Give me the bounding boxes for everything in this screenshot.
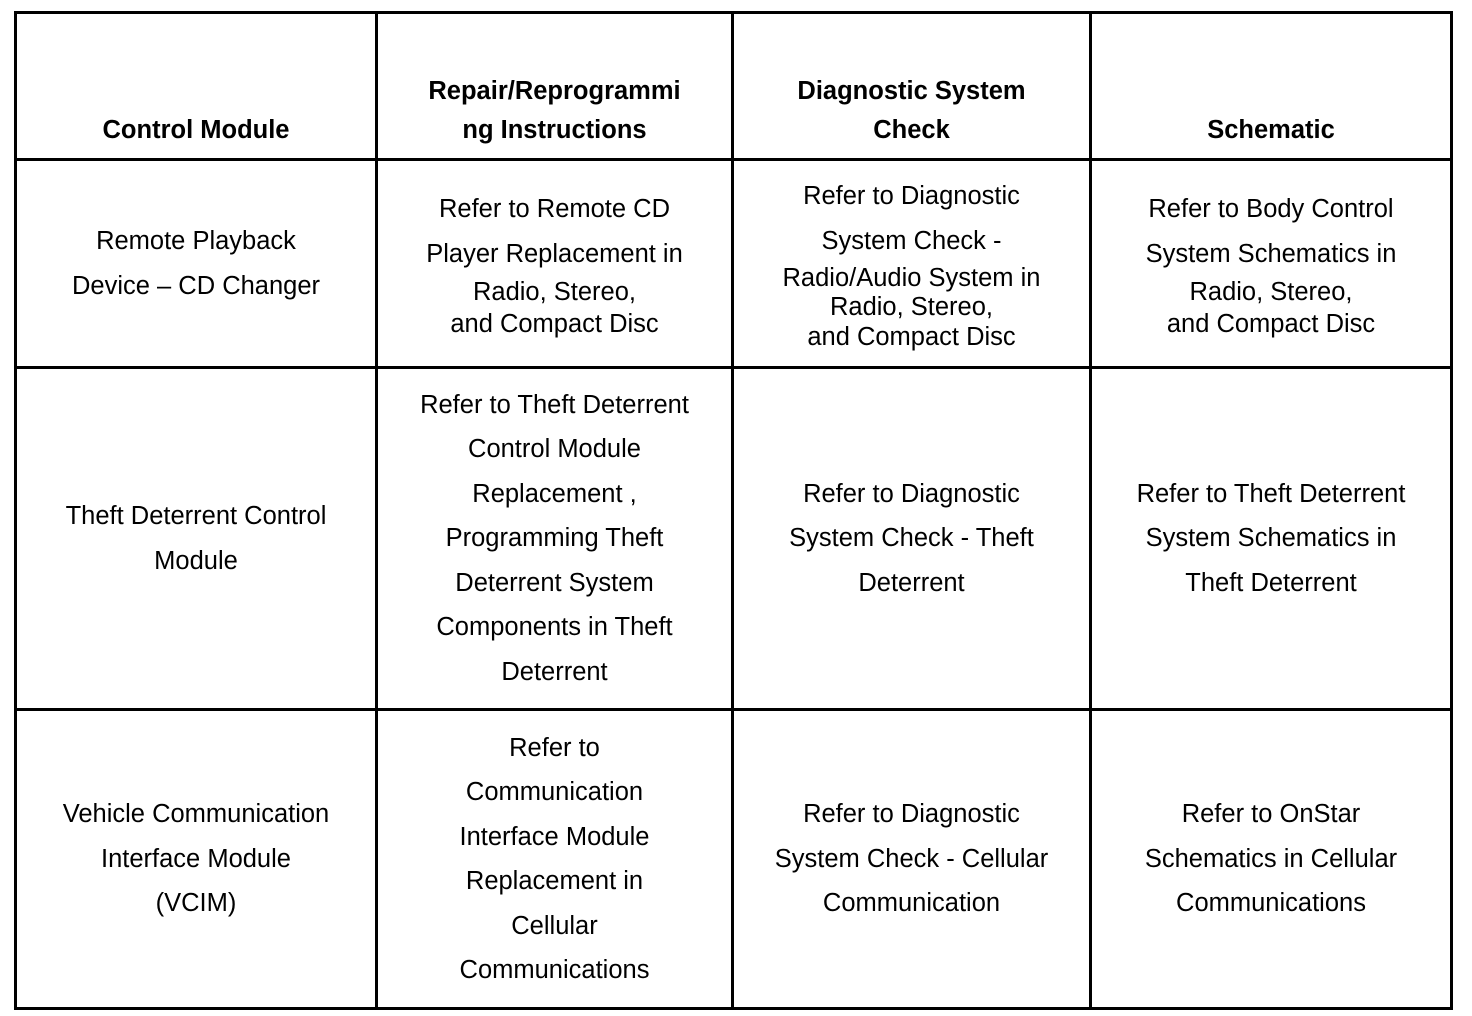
cell-diagnostic-check: Refer to Diagnostic System Check - Radio/Audio System in Radio, Stereo, and Compact Disc [733, 160, 1091, 368]
header-repair-reprogramming: Repair/Reprogrammi ng Instructions [377, 13, 733, 160]
table-row [16, 368, 1452, 710]
cell-diagnostic-check: Refer to Diagnostic System Check - Cellular Communication [733, 710, 1091, 1009]
cell-control-module: Theft Deterrent Control Module [16, 368, 377, 710]
cell-diagnostic-check: Refer to Diagnostic System Check - Theft Deterrent [733, 368, 1091, 710]
header-control-module: Control Module [16, 13, 377, 160]
cell-schematic: Refer to Theft Deterrent System Schematics in Theft Deterrent [1091, 368, 1452, 710]
header-schematic: Schematic [1091, 13, 1452, 160]
cell-repair-instructions: Refer to Communication Interface Module Replacement in Cellular Communications [377, 710, 733, 1009]
cell-control-module: Remote Playback Device – CD Changer [16, 160, 377, 368]
cell-schematic: Refer to Body Control System Schematics in Radio, Stereo, and Compact Disc [1091, 160, 1452, 368]
cell-repair-instructions: Refer to Theft Deterrent Control Module Replacement , Programming Theft Deterrent System Components in Theft Deterrent [377, 368, 733, 710]
header-diagnostic-system-check: Diagnostic System Check [733, 13, 1091, 160]
cell-control-module: Vehicle Communication Interface Module (VCIM) [16, 710, 377, 1009]
control-module-table [14, 11, 1453, 1010]
cell-schematic: Refer to OnStar Schematics in Cellular Communications [1091, 710, 1452, 1009]
cell-repair-instructions: Refer to Remote CD Player Replacement in Radio, Stereo, and Compact Disc [377, 160, 733, 368]
table-row [16, 710, 1452, 1009]
table-row [16, 160, 1452, 368]
header-row [16, 13, 1452, 160]
